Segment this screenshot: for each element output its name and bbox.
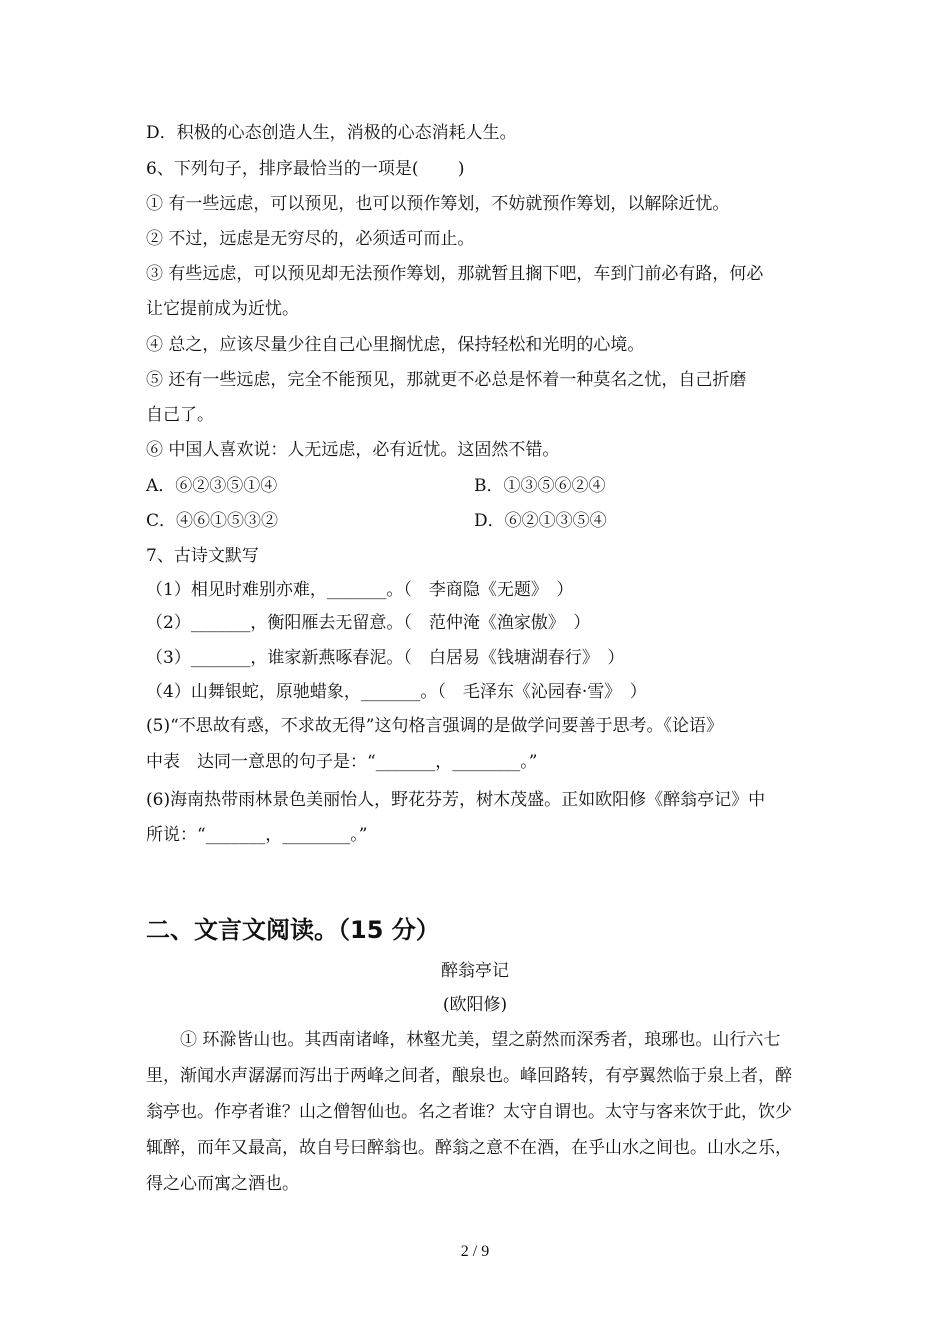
- question-6-stem: 6、下列句子，排序最恰当的一项是( ): [146, 159, 465, 179]
- question-7-stem: 7、古诗文默写: [146, 546, 259, 566]
- poem-item-4: （4）山舞银蛇，原驰蜡象，_______。（ 毛泽东《沁园春·雪》 ）: [146, 682, 647, 702]
- poem-item-5-line-1: (5)“不思故有惑，不求故无得”这句格言强调的是做学问要善于思考。《论语》: [146, 716, 723, 736]
- sentence-1: ① 有一些远虑，可以预见，也可以预作筹划，不妨就预作筹划，以解除近忧。: [146, 194, 730, 214]
- sentence-6: ⑥ 中国人喜欢说：人无远虑，必有近忧。这固然不错。: [146, 440, 560, 460]
- sentence-5-line-1: ⑤ 还有一些远虑，完全不能预见，那就更不必总是怀着一种莫名之忧，自己折磨: [146, 370, 747, 390]
- option-c: C．④⑥①⑤③②: [146, 511, 279, 531]
- option-b: B．①③⑤⑥②④: [474, 476, 606, 496]
- option-a: A．⑥②③⑤①④: [146, 476, 278, 496]
- poem-item-2: （2）_______，衡阳雁去无留意。（ 范仲淹《渔家傲》 ）: [146, 613, 591, 633]
- poem-item-5-line-2: 中表 达同一意思的句子是：“_______，________。”: [146, 752, 538, 772]
- section-heading: 二、文言文阅读。（15 分）: [146, 916, 440, 944]
- poem-item-3: （3）_______，谁家新燕啄春泥。（ 白居易《钱塘湖春行》 ）: [146, 648, 625, 668]
- passage-title: 醉翁亭记: [441, 961, 509, 981]
- poem-item-6-line-1: (6)海南热带雨林景色美丽怡人，野花芬芳，树木茂盛。正如欧阳修《醉翁亭记》中: [146, 790, 766, 810]
- sentence-5-line-2: 自己了。: [146, 405, 214, 425]
- sentence-2: ② 不过，远虑是无穷尽的，必须适可而止。: [146, 229, 475, 249]
- poem-item-1: （1）相见时难别亦难，_______。（ 李商隐《无题》 ）: [146, 580, 574, 600]
- sentence-4: ④ 总之，应该尽量少往自己心里搁忧虑，保持轻松和光明的心境。: [146, 335, 645, 355]
- option-d: D．⑥②①③⑤④: [474, 511, 607, 531]
- sentence-3-line-1: ③ 有些远虑，可以预见却无法预作筹划，那就暂且搁下吧，车到门前必有路，何必: [146, 264, 764, 284]
- passage-author: (欧阳修): [442, 995, 508, 1015]
- page-number: 2 / 9: [460, 1243, 490, 1260]
- passage-paragraph: ① 环滁皆山也。其西南诸峰，林壑尤美，望之蔚然而深秀者，琅琊也。山行六七里，渐闻水声潺潺而泻出于两峰之间者，酿泉也。峰回路转，有亭翼然临于泉上者，醉翁亭也。作亭者谁？山之僧智仙也。名之者谁？太守自谓也。太守与客来饮于此，饮少辄醉，而年又最高，故自号曰醉翁也。醉翁之意不在酒，在乎山水之间也。山水之乐，得之心而寓之酒也。: [146, 1030, 792, 1194]
- sentence-3-line-2: 让它提前成为近忧。: [146, 299, 299, 319]
- option-d-text: D．积极的心态创造人生，消极的心态消耗人生。: [146, 123, 517, 143]
- poem-item-6-line-2: 所说：“_______，________。”: [146, 825, 368, 845]
